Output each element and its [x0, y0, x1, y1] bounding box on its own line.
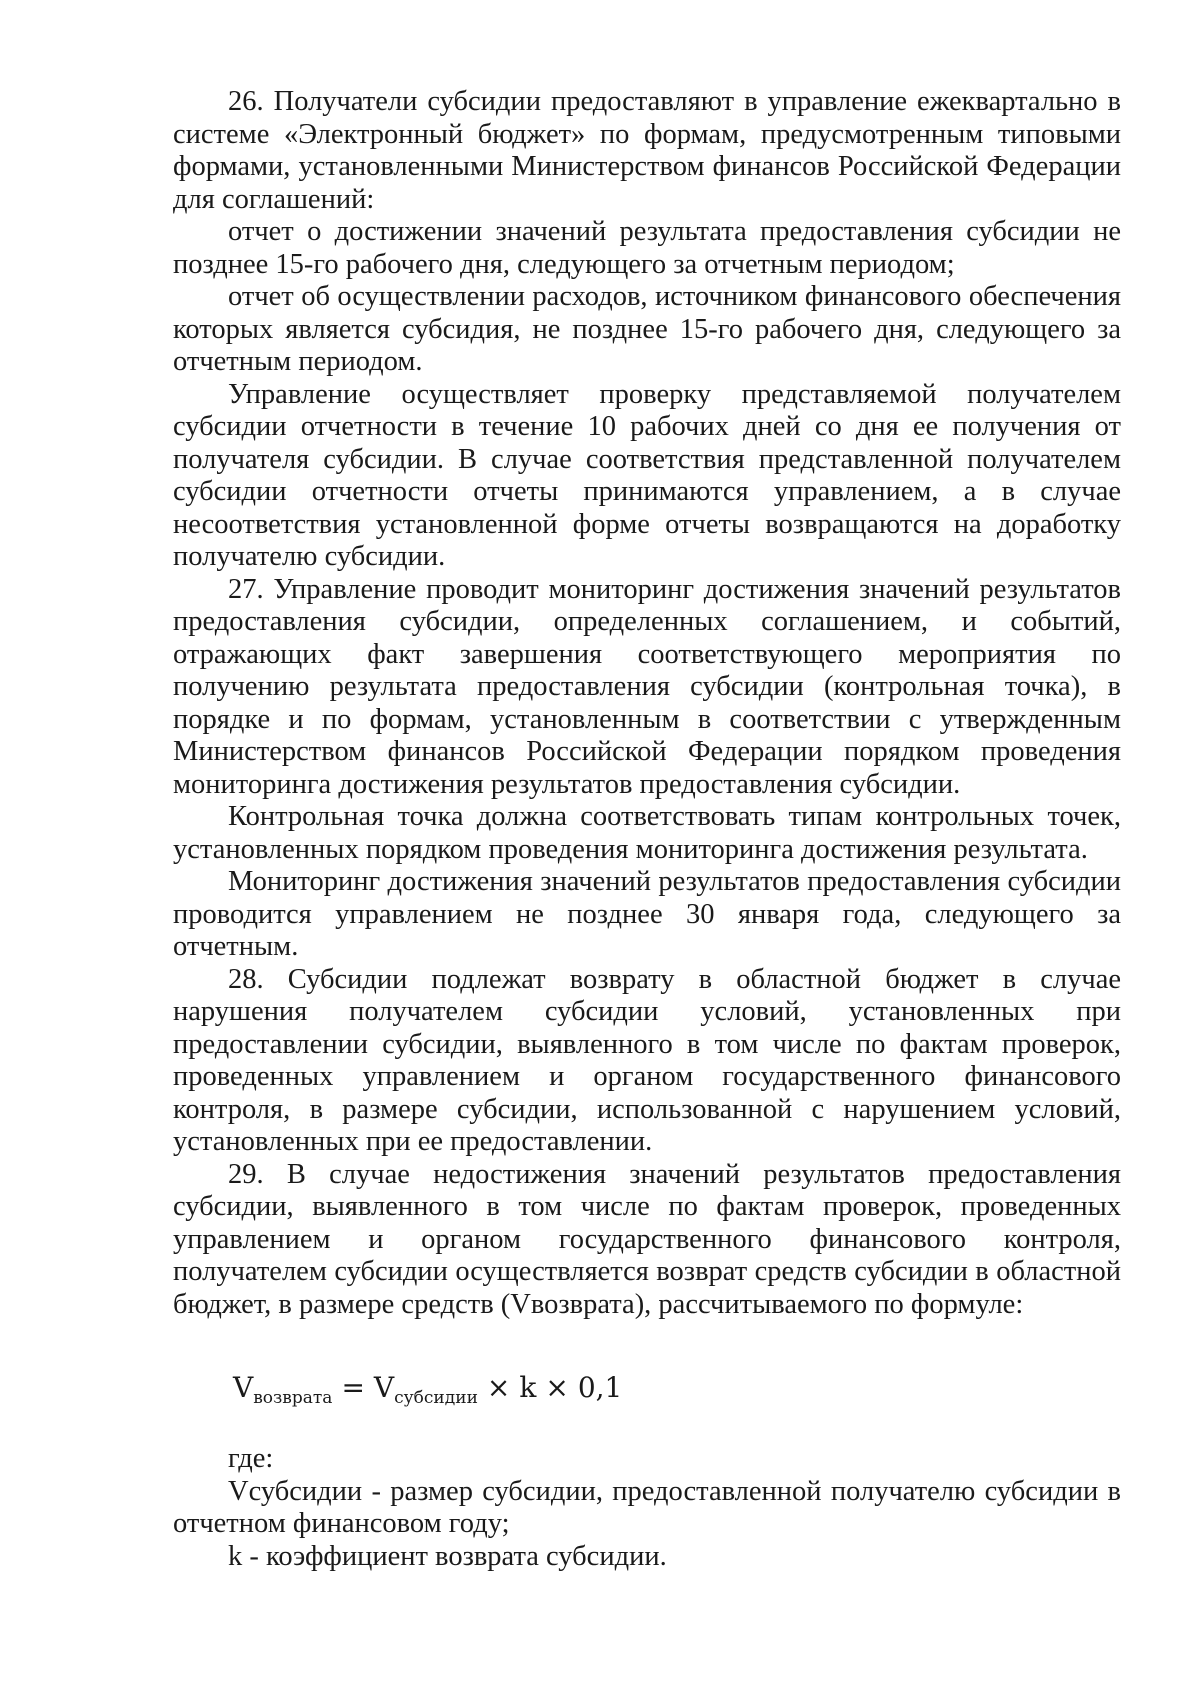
formula-lhs-symbol: V: [233, 1371, 254, 1404]
formula-constant: 0,1: [577, 1371, 623, 1404]
formula-rhs-symbol: V: [373, 1371, 395, 1404]
formula-times-1: ×: [486, 1371, 511, 1404]
paragraph-monitoring-deadline: Мониторинг достижения значений результатов предоставления субсидии проводится управлением не позднее 30 января года, следующего за отчетным.: [173, 866, 1121, 962]
paragraph-26-reports: 26. Получатели субсидии предоставляют в управление ежеквартально в системе «Электронный бюджет» по формам, предусмотренным типовыми формами, установленными Министерством финансов Российской Федерации для соглашений:: [173, 86, 1121, 215]
formula-lhs-subscript: возврата: [253, 1388, 333, 1408]
formula-rhs-subscript: субсидии: [394, 1388, 478, 1408]
paragraph-report-results: отчет о достижении значений результата предоставления субсидии не позднее 15-го рабочего дня, следующего за отчетным периодом;: [173, 216, 1121, 280]
paragraph-report-expenses: отчет об осуществлении расходов, источником финансового обеспечения которых является субсидия, не позднее 15-го рабочего дня, следующего за отчетным периодом.: [173, 281, 1121, 377]
definition-v-subsidy: Vсубсидии - размер субсидии, предоставленной получателю субсидии в отчетном финансовом году;: [173, 1475, 1121, 1539]
paragraph-report-verification: Управление осуществляет проверку представляемой получателем субсидии отчетности в течение 10 рабочих дней со дня ее получения от получателя субсидии. В случае соответствия представленной получателем субсидии отчетности отчеты принимаются управлением, а в случае несоответствия установленной форме отчеты возвращаются на доработку получателю субсидии.: [173, 378, 1121, 572]
paragraph-29-formula-intro: 29. В случае недостижения значений результатов предоставления субсидии, выявленного в том числе по фактам проверок, проведенных управлением и органом государственного финансового контроля, получателем субсидии осуществляется возврат средств субсидии в областной бюджет, в размере средств (Vвозврата), рассчитываемого по формуле:: [173, 1158, 1121, 1320]
formula-equals: =: [341, 1371, 365, 1404]
paragraph-28-refund: 28. Субсидии подлежат возврату в областной бюджет в случае нарушения получателем субсидии условий, установленных при предоставлении субсидии, выявленного в том числе по фактам проверок, проведенных управлением и органом государственного финансового контроля, в размере субсидии, использованной с нарушением условий, установленных при ее предоставлении.: [173, 963, 1121, 1157]
formula-k: k: [519, 1371, 537, 1404]
definition-k-coefficient: k - коэффициент возврата субсидии.: [228, 1540, 667, 1572]
paragraph-control-point: Контрольная точка должна соответствовать типам контрольных точек, установленных порядком проведения мониторинга достижения результата.: [173, 801, 1121, 865]
refund-formula: [173, 1358, 1121, 1418]
where-label: где:: [228, 1443, 274, 1474]
formula-times-2: ×: [545, 1371, 569, 1404]
paragraph-27-monitoring: 27. Управление проводит мониторинг достижения значений результатов предоставления субсидии, определенных соглашением, и событий, отражающих факт завершения соответствующего мероприятия по получению результата предоставления субсидии (контрольная точка), в порядке и по формам, установленным в соответствии с утвержденным Министерством финансов Российской Федерации порядком проведения мониторинга достижения результатов предоставления субсидии.: [173, 573, 1121, 800]
document-body: [173, 86, 1121, 1573]
